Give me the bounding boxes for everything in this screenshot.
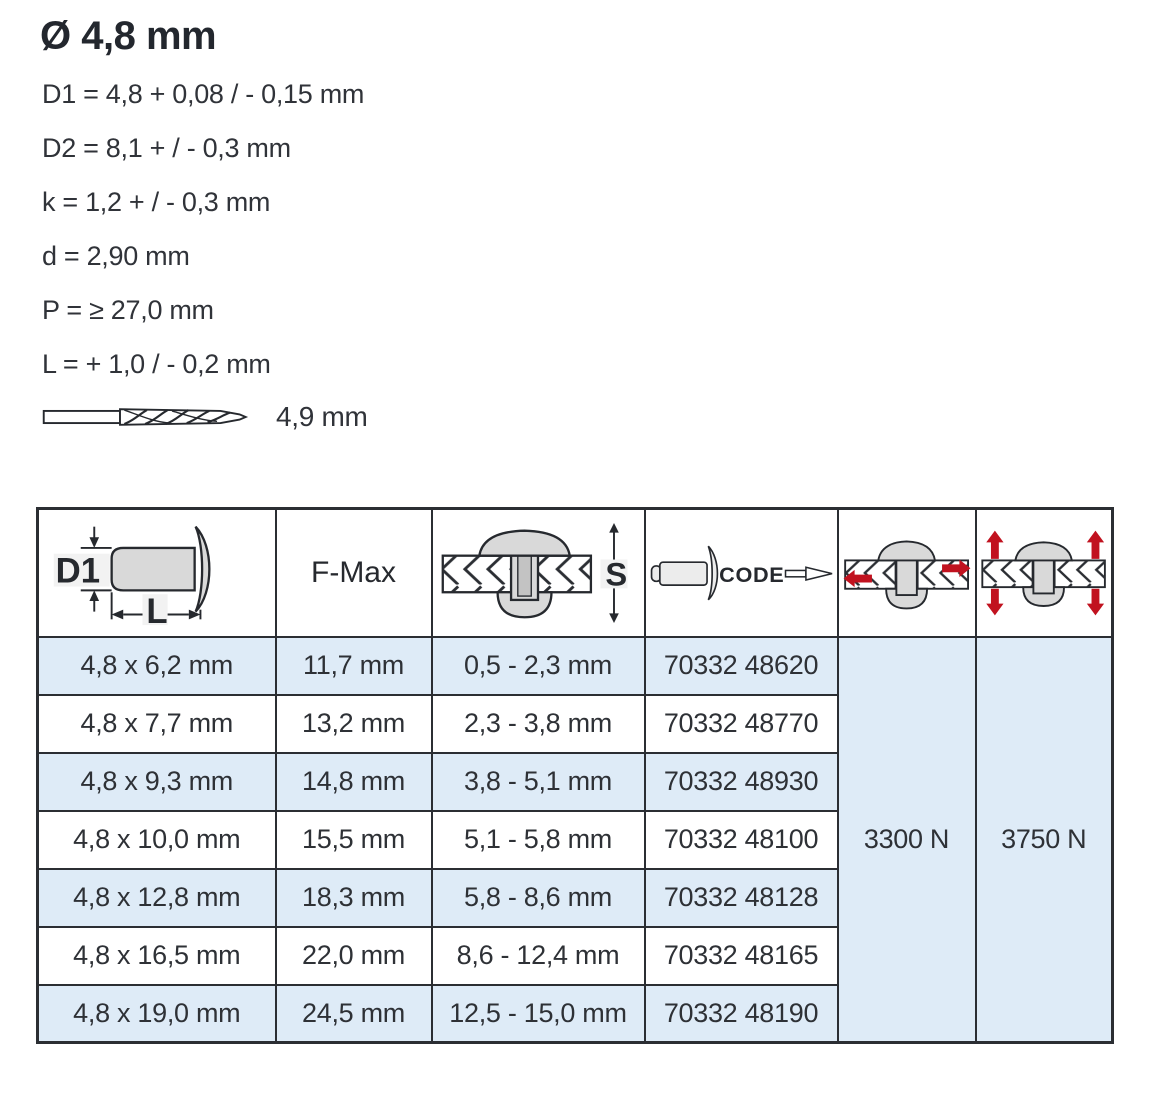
spec-line-k: k = 1,2 + / - 0,3 mm: [42, 186, 271, 217]
col-header-dimensions: [38, 509, 276, 637]
code-label: CODE: [718, 561, 784, 587]
rivet-dimension-icon: [46, 517, 268, 629]
col-header-fmax: [276, 509, 432, 637]
fmax-cell: 24,5 mm: [276, 985, 432, 1043]
size-cell: 4,8 x 10,0 mm: [38, 811, 276, 869]
code-rivet-icon: [649, 542, 834, 604]
size-cell: 4,8 x 12,8 mm: [38, 869, 276, 927]
grip-range-icon: [437, 517, 639, 629]
drill-bit-icon: [42, 402, 250, 432]
code-cell: 70332 48100: [645, 811, 838, 869]
size-cell: 4,8 x 19,0 mm: [38, 985, 276, 1043]
fmax-cell: 18,3 mm: [276, 869, 432, 927]
drill-size-value: 4,9 mm: [276, 401, 368, 432]
spec-line-d: d = 2,90 mm: [42, 240, 190, 271]
shear-strength-icon: [842, 532, 972, 614]
rivet-spec-table: [36, 507, 1114, 1044]
code-cell: 70332 48770: [645, 695, 838, 753]
fmax-cell: 13,2 mm: [276, 695, 432, 753]
col-header-grip: [432, 509, 645, 637]
fmax-cell: 22,0 mm: [276, 927, 432, 985]
col-header-tensile: [976, 509, 1113, 637]
grip-cell: 5,1 - 5,8 mm: [432, 811, 645, 869]
code-cell: 70332 48165: [645, 927, 838, 985]
spec-line-d1: D1 = 4,8 + 0,08 / - 0,15 mm: [42, 78, 365, 109]
grip-label: S: [605, 555, 628, 593]
spec-line-l: L = + 1,0 / - 0,2 mm: [42, 348, 271, 379]
grip-cell: 8,6 - 12,4 mm: [432, 927, 645, 985]
fmax-cell: 11,7 mm: [276, 637, 432, 695]
code-cell: 70332 48930: [645, 753, 838, 811]
col-header-shear: [838, 509, 976, 637]
size-cell: 4,8 x 9,3 mm: [38, 753, 276, 811]
fmax-cell: 14,8 mm: [276, 753, 432, 811]
grip-cell: 12,5 - 15,0 mm: [432, 985, 645, 1043]
tensile-strength-icon: [979, 529, 1109, 617]
code-cell: 70332 48190: [645, 985, 838, 1043]
shear-strength-value: 3300 N: [838, 637, 976, 1043]
spec-sheet: [0, 14, 1160, 1107]
spec-list: [42, 67, 1160, 391]
grip-cell: 3,8 - 5,1 mm: [432, 753, 645, 811]
fmax-cell: 15,5 mm: [276, 811, 432, 869]
spec-line-p: P = ≥ 27,0 mm: [42, 294, 214, 325]
size-cell: 4,8 x 7,7 mm: [38, 695, 276, 753]
table-row: [38, 637, 1113, 695]
grip-cell: 2,3 - 3,8 mm: [432, 695, 645, 753]
grip-cell: 5,8 - 8,6 mm: [432, 869, 645, 927]
page-title: Ø 4,8 mm: [40, 14, 217, 58]
spec-line-d2: D2 = 8,1 + / - 0,3 mm: [42, 132, 291, 163]
dim-label-l: L: [146, 592, 168, 629]
tensile-strength-value: 3750 N: [976, 637, 1113, 1043]
fmax-label: F-Max: [311, 555, 396, 589]
drill-size-row: [42, 401, 1160, 433]
code-cell: 70332 48128: [645, 869, 838, 927]
size-cell: 4,8 x 16,5 mm: [38, 927, 276, 985]
size-cell: 4,8 x 6,2 mm: [38, 637, 276, 695]
table-header-row: [38, 509, 1113, 637]
col-header-code: [645, 509, 838, 637]
grip-cell: 0,5 - 2,3 mm: [432, 637, 645, 695]
code-cell: 70332 48620: [645, 637, 838, 695]
dim-label-d1: D1: [55, 552, 100, 591]
